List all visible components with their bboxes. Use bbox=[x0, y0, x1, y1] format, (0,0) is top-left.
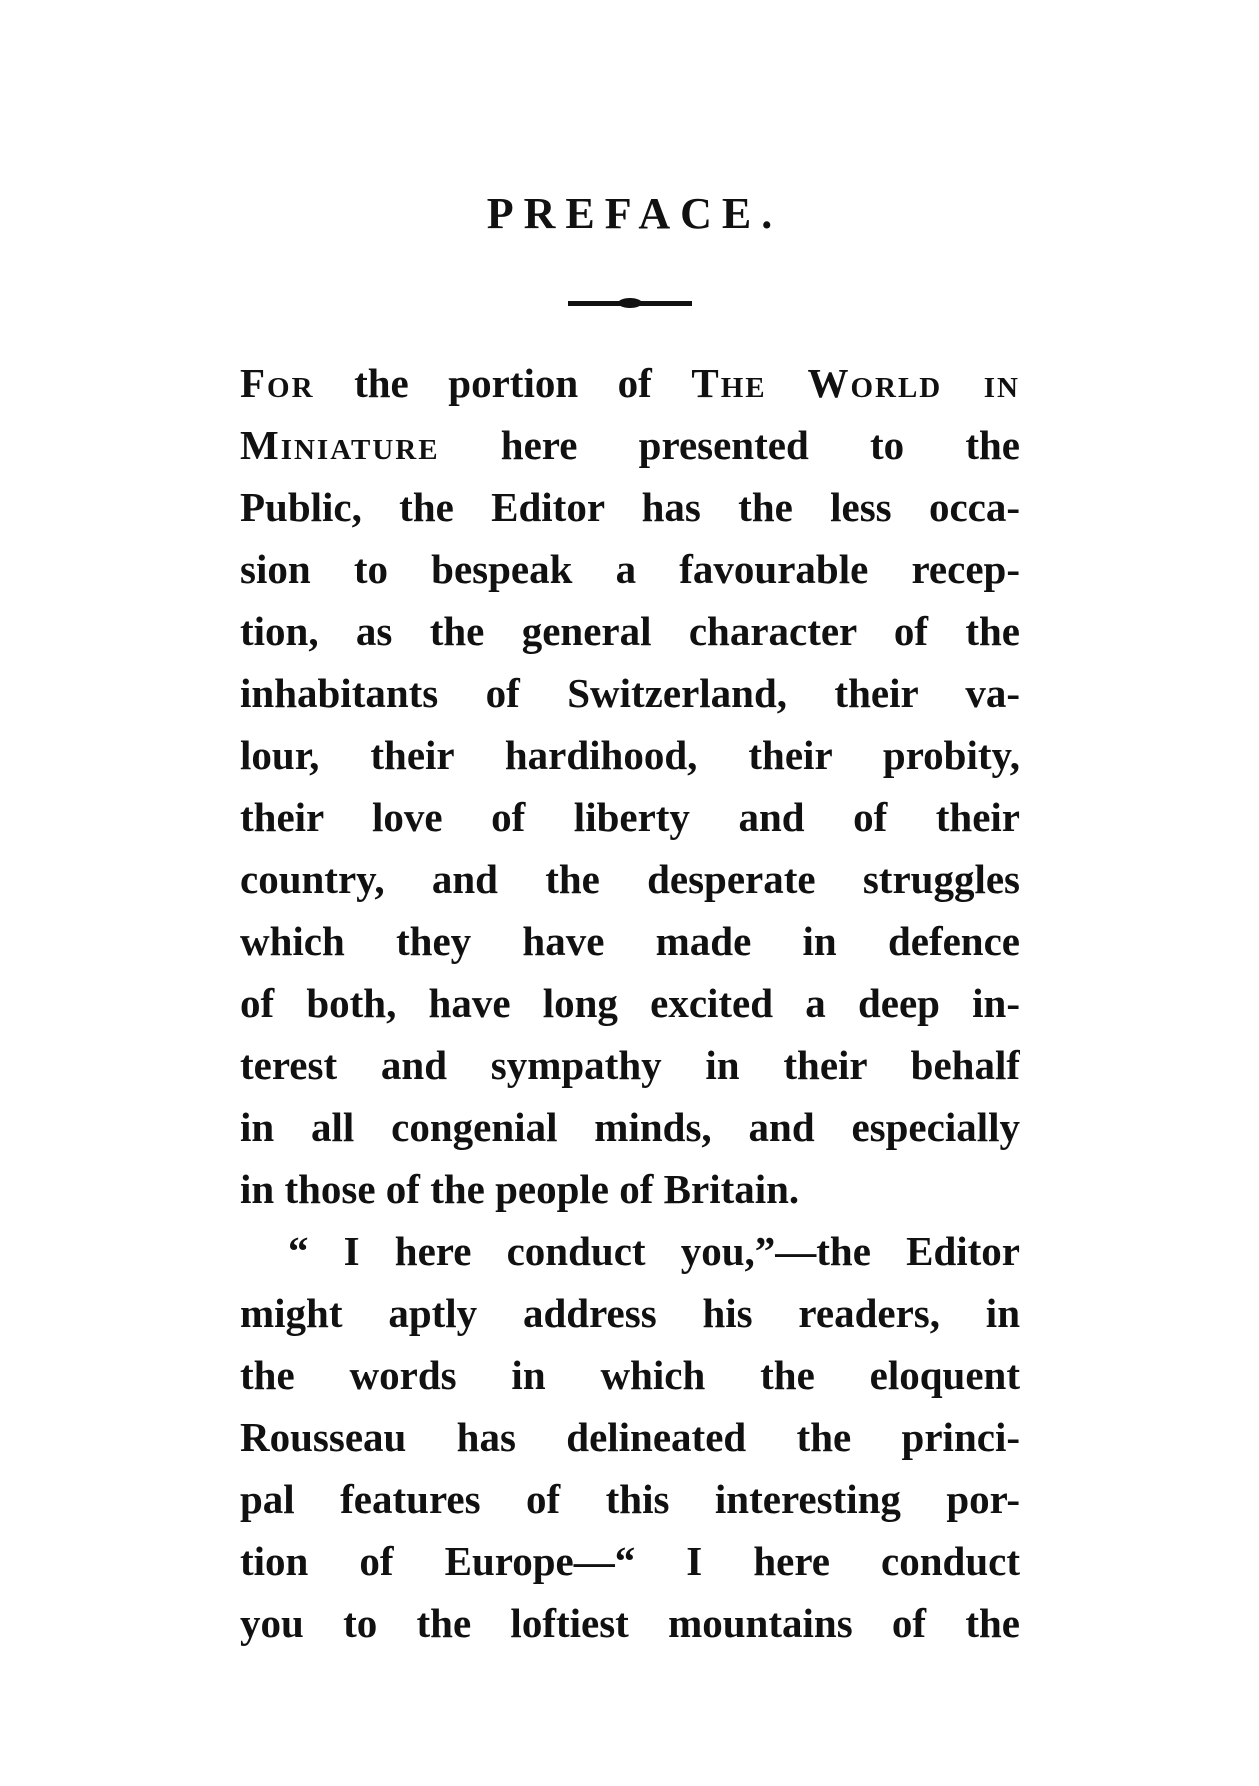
text-line: terest and sympathy in their behalf bbox=[240, 1042, 1020, 1088]
text-line bbox=[240, 352, 1020, 414]
title-rule-ornament bbox=[618, 298, 642, 308]
book-title-small-caps: The World in bbox=[691, 360, 1020, 406]
text-line: the words in which the eloquent bbox=[240, 1352, 1020, 1398]
text-span: here presented to the bbox=[439, 422, 1020, 468]
book-title-small-caps: Miniature bbox=[240, 422, 440, 468]
text-line: in those of the people of Britain. bbox=[240, 1166, 800, 1212]
page-title: PREFACE. bbox=[486, 189, 783, 238]
text-line: inhabitants of Switzerland, their va- bbox=[240, 670, 1020, 716]
text-line: which they have made in defence bbox=[240, 918, 1020, 964]
text-line: of both, have long excited a deep in- bbox=[240, 980, 1020, 1026]
text-span: the portion of bbox=[314, 360, 692, 406]
text-line: in all congenial minds, and especially bbox=[240, 1104, 1020, 1150]
text-line: lour, their hardihood, their probity, bbox=[240, 732, 1020, 778]
text-line: sion to bespeak a favourable recep- bbox=[240, 546, 1020, 592]
text-line bbox=[240, 414, 1020, 476]
text-line: tion of Europe—“ I here conduct bbox=[240, 1538, 1020, 1584]
text-line: Public, the Editor has the less occa- bbox=[240, 484, 1020, 530]
text-line: tion, as the general character of the bbox=[240, 608, 1020, 654]
small-caps-word: For bbox=[240, 360, 315, 406]
preface-body bbox=[240, 352, 1020, 1654]
text-line: country, and the desperate struggles bbox=[240, 856, 1020, 902]
text-line: pal features of this interesting por- bbox=[240, 1476, 1020, 1522]
text-line: their love of liberty and of their bbox=[240, 794, 1020, 840]
text-line: Rousseau has delineated the princi- bbox=[240, 1414, 1020, 1460]
text-line: might aptly address his readers, in bbox=[240, 1290, 1020, 1336]
text-line: “ I here conduct you,”—the Editor bbox=[288, 1228, 1020, 1274]
text-line: you to the loftiest mountains of the bbox=[240, 1600, 1020, 1646]
